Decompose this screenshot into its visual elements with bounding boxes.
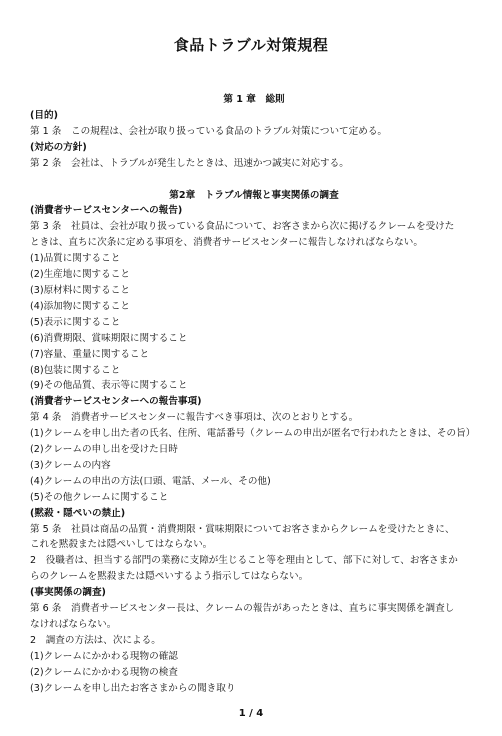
body-line: (2)生産地に関すること xyxy=(30,269,130,281)
chapter-heading: 第 1 章 総則 xyxy=(223,94,285,105)
body-line: (9)その他品質、表示等に関すること xyxy=(30,380,188,392)
body-line: 第 2 条 会社は、トラブルが発生したときは、迅速かつ誠実に対応する。 xyxy=(30,157,349,169)
body-line: (5)表示に関すること xyxy=(30,316,121,328)
body-line: (2)クレームにかかわる現物の検査 xyxy=(30,666,178,678)
body-line: 第 1 条 この規程は、会社が取り扱っている食品のトラブル対策について定める。 xyxy=(30,125,388,137)
body-line: 第 3 条 社員は、会社が取り扱っている食品について、お客さまから次に掲げるクレームを受けた xyxy=(30,221,455,233)
body-line: (7)容量、重量に関すること xyxy=(30,348,150,360)
page-number: 1 / 4 xyxy=(238,708,264,719)
body-line: (3)原材料に関すること xyxy=(30,284,130,296)
body-line: (1)品質に関すること xyxy=(30,253,121,265)
chapter-heading: 第2章 トラブル情報と事実関係の調査 xyxy=(169,189,339,201)
body-line: 第 6 条 消費者サービスセンター長は、クレームの報告があったときは、直ちに事実関係を調査し xyxy=(30,603,455,615)
article-heading: (消費者サービスセンターへの報告) xyxy=(30,205,183,217)
body-line: (1)クレームを申し出た者の氏名、住所、電話番号（クレームの申出が匿名で行われたときは、その旨） xyxy=(30,428,476,440)
body-line: (3)クレームの内容 xyxy=(30,459,111,471)
article-heading: (事実関係の調査) xyxy=(30,587,106,599)
body-line: (1)クレームにかかわる現物の確認 xyxy=(30,650,178,662)
article-heading: (黙殺・隠ぺいの禁止) xyxy=(30,507,126,519)
body-line: 第 4 条 消費者サービスセンターに報告すべき事項は、次のとおりとする。 xyxy=(30,412,359,424)
body-line: (4)添加物に関すること xyxy=(30,300,130,312)
body-line: らのクレームを黙殺または隠ぺいするよう指示してはならない。 xyxy=(30,571,309,583)
body-line: (4)クレームの申出の方法(口頭、電話、メール、その他) xyxy=(30,475,271,487)
body-line: (8)包装に関すること xyxy=(30,364,121,376)
body-line: 第 5 条 社員は商品の品質・消費期限・賞味期限についてお客さまからクレームを受けたときに、 xyxy=(30,523,455,535)
body-line: 2 役職者は、担当する部門の業務に支障が生じること等を理由として、部下に対して、お客さまか xyxy=(30,555,458,567)
body-line: ときは、直ちに次条に定める事項を、消費者サービスセンターに報告しなければならない。 xyxy=(30,237,423,249)
body-line: (3)クレームを申し出たお客さまからの聞き取り xyxy=(30,682,236,694)
section-gap xyxy=(30,172,478,188)
article-heading: (目的) xyxy=(30,109,58,121)
body-line: なければならない。 xyxy=(30,619,117,630)
article-heading: (対応の方針) xyxy=(30,141,87,153)
body-line: 2 調査の方法は、次による。 xyxy=(30,634,161,646)
body-line: (5)その他クレームに関すること xyxy=(30,491,169,503)
document-title: 食品トラブル対策規程 xyxy=(173,36,329,54)
article-heading: (消費者サービスセンターへの報告事項) xyxy=(30,396,202,408)
document-body xyxy=(30,92,478,697)
body-line: これを黙殺または隠ぺいしてはならない。 xyxy=(30,539,213,551)
body-line: (2)クレームの申し出を受けた日時 xyxy=(30,444,178,456)
body-line: (6)消費期限、賞味期限に関すること xyxy=(30,332,188,344)
